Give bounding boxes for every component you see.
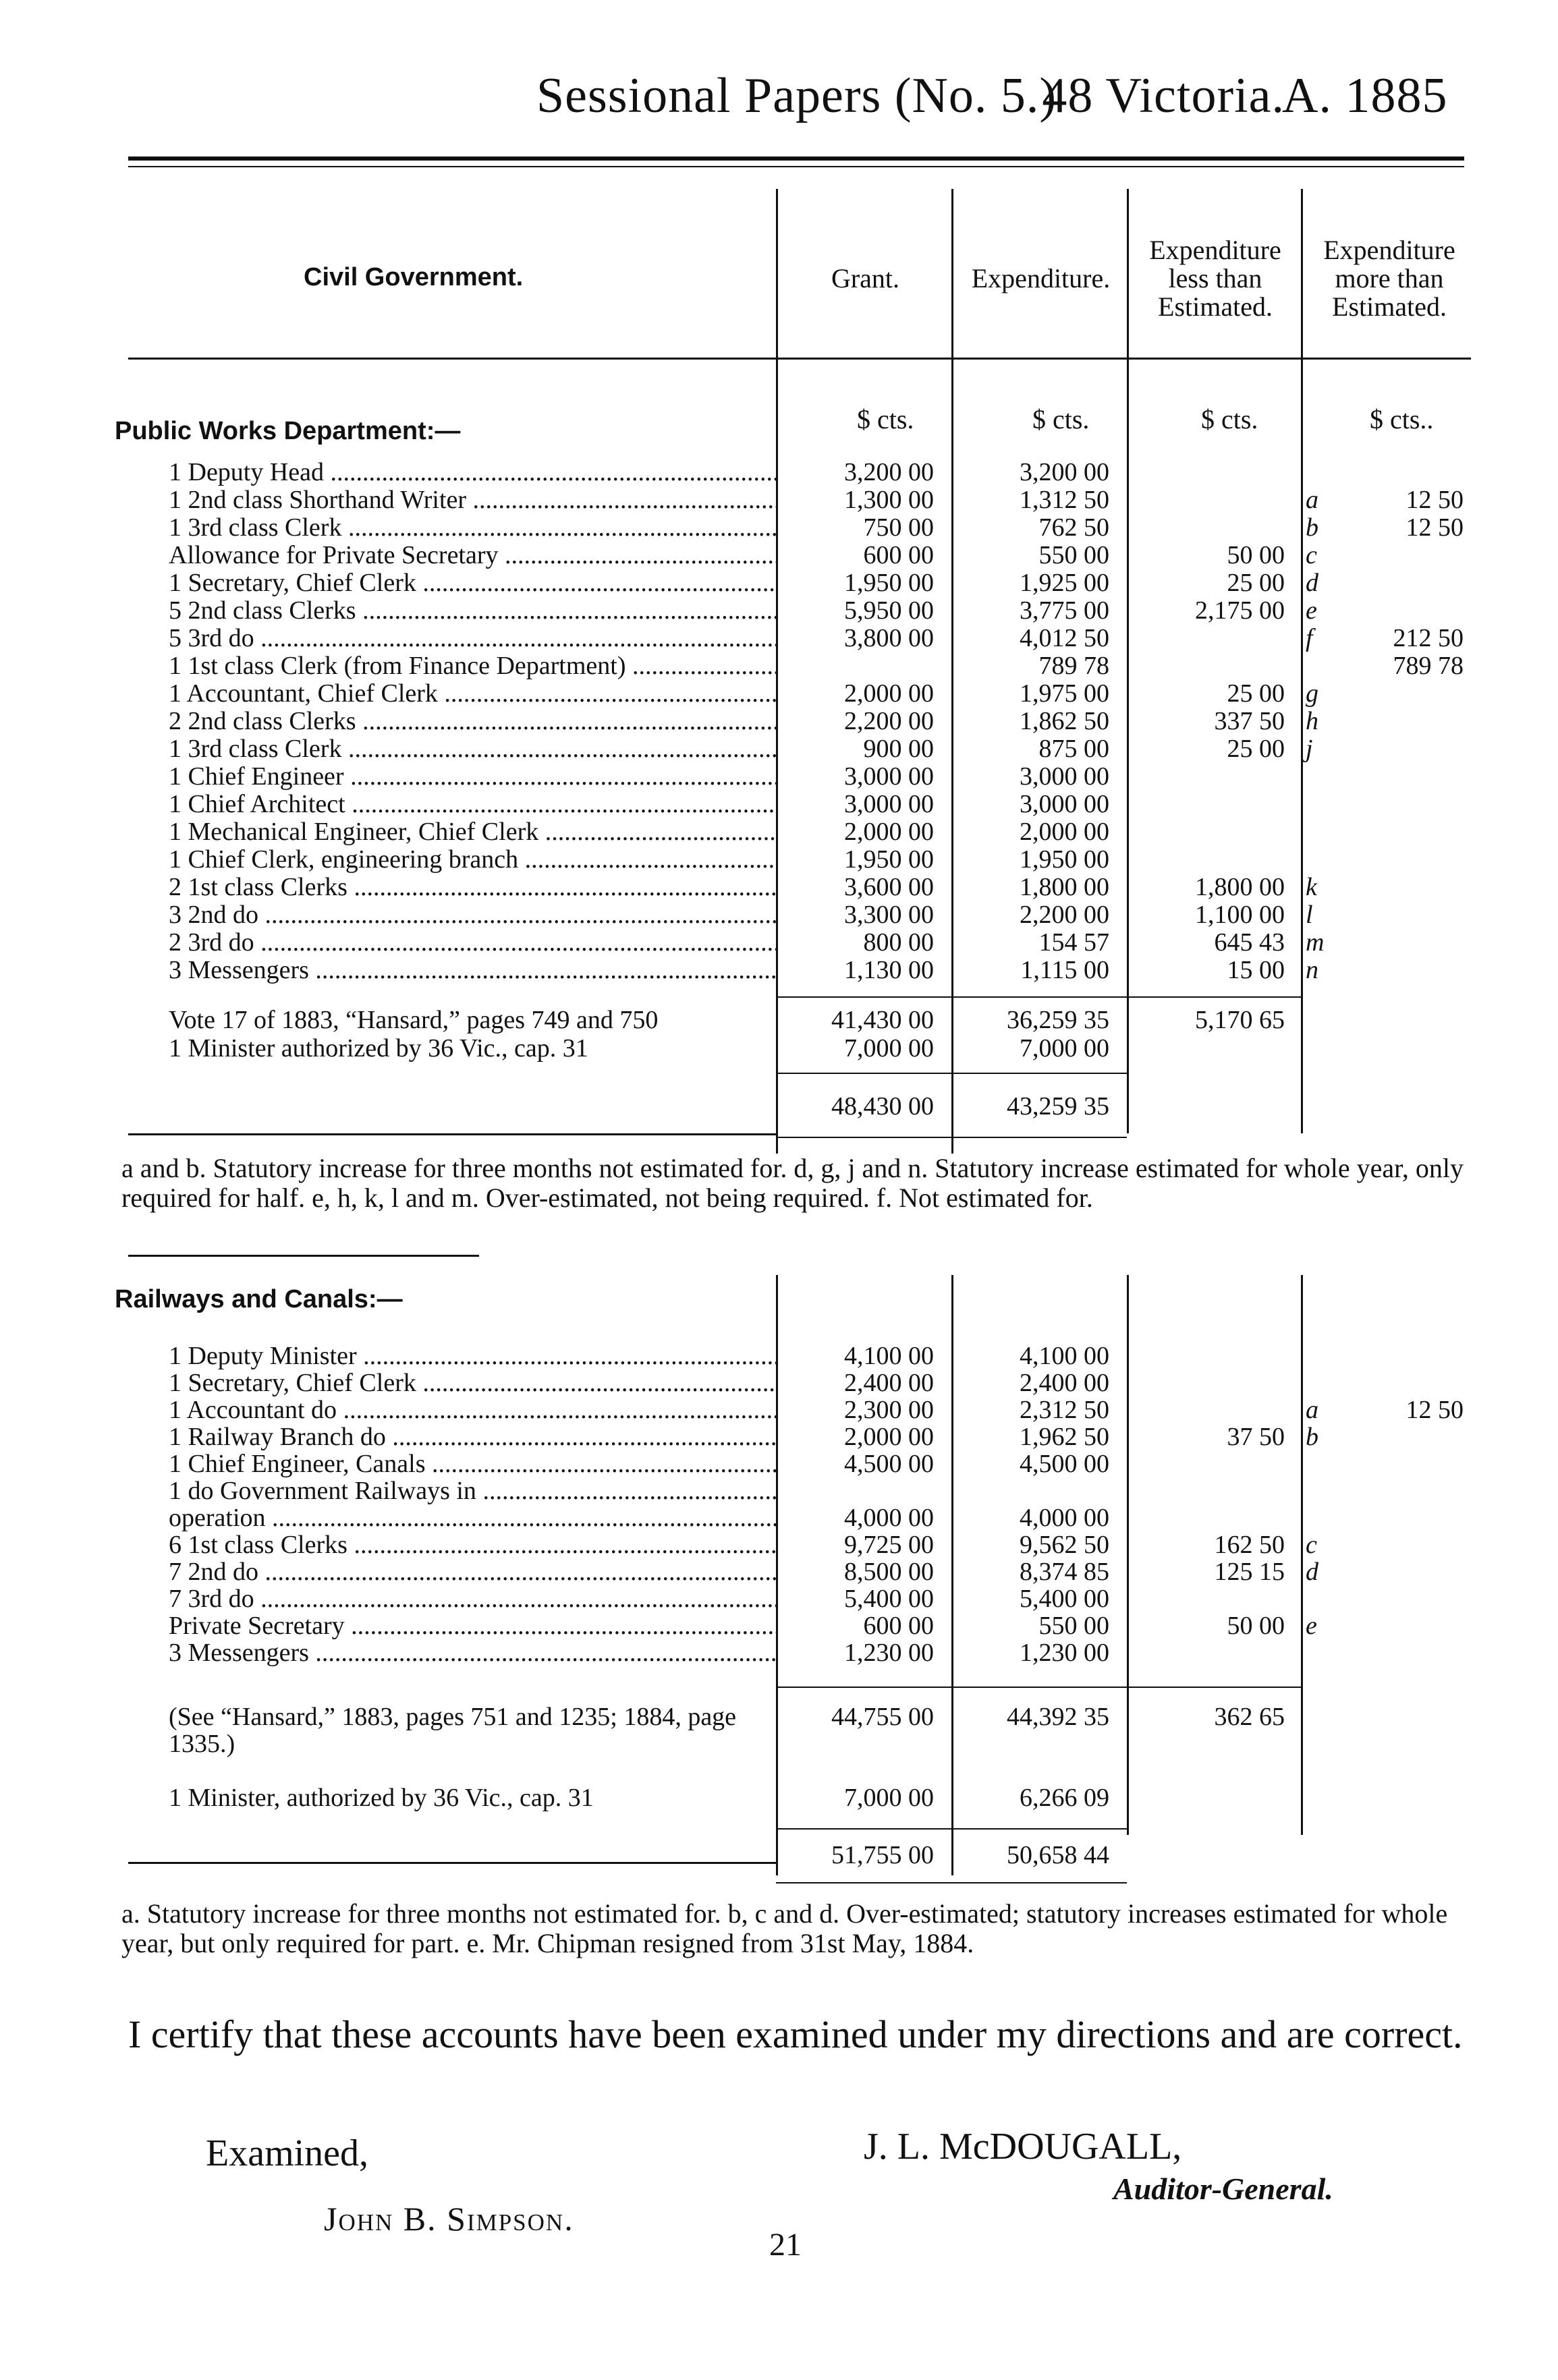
table-row	[0, 1531, 1558, 1558]
row-less-than: 50 00	[1227, 541, 1285, 569]
row-description: Allowance for Private Secretary .....	[169, 542, 776, 569]
table-row	[0, 1504, 1558, 1531]
row-expenditure: 1,312 50	[1020, 486, 1109, 514]
row-expenditure: 550 00	[1038, 541, 1109, 569]
section-title-public-works: Public Works Department:—	[115, 417, 461, 445]
row-description: 7 3rd do .....	[169, 1585, 776, 1612]
row-less-than: 25 00	[1227, 679, 1285, 708]
total-exp: 43,259 35	[1007, 1092, 1109, 1121]
row-note-letter: j	[1306, 735, 1313, 763]
minister2-row	[0, 1784, 1558, 1811]
row-note-letter: d	[1306, 569, 1318, 597]
row-note-letter: m	[1306, 928, 1325, 957]
vote-row	[0, 1007, 1558, 1033]
row-grant: 2,000 00	[844, 1423, 934, 1451]
row-description: 1 Railway Branch do .....	[169, 1423, 776, 1450]
row-less-than: 125 15	[1214, 1558, 1285, 1586]
row-expenditure: 5,400 00	[1020, 1585, 1109, 1613]
row-description: 1 Chief Engineer, Canals .....	[169, 1450, 776, 1477]
row-description: 1 Accountant, Chief Clerk .....	[169, 680, 776, 707]
table-row	[0, 929, 1558, 956]
row-expenditure: 8,374 85	[1020, 1558, 1109, 1586]
examiner-name: John B. Simpson.	[324, 2200, 574, 2238]
row-description: 1 Chief Architect .....	[169, 791, 776, 818]
row-expenditure: 3,000 00	[1020, 790, 1109, 818]
row-grant: 1,300 00	[844, 486, 934, 514]
row-expenditure: 1,230 00	[1020, 1639, 1109, 1667]
header-rule	[128, 157, 1464, 161]
vote-exp: 36,259 35	[1007, 1006, 1109, 1034]
row-grant: 1,130 00	[844, 956, 934, 984]
vote-desc: Vote 17 of 1883, “Hansard,” pages 749 and 750	[169, 1007, 659, 1033]
table-row	[0, 735, 1558, 762]
row-note-letter: c	[1306, 1531, 1317, 1559]
minister-exp: 7,000 00	[1020, 1034, 1109, 1062]
row-expenditure: 3,000 00	[1020, 762, 1109, 791]
header-rule-thin	[128, 166, 1464, 167]
row-grant: 1,950 00	[844, 845, 934, 874]
row-description: Private Secretary .....	[169, 1612, 776, 1639]
footnote-public-works: a and b. Statutory increase for three months not estimated for. d, g, j and n. Statutory increase estimated for whole year, only required for half. e, h, k, l and m. Over-estimated, not being required. f. Not estimated for.	[121, 1153, 1464, 1213]
row-less-than: 25 00	[1227, 569, 1285, 597]
row-grant: 3,000 00	[844, 790, 934, 818]
minister2-desc: 1 Minister, authorized by 36 Vic., cap. 31	[169, 1784, 594, 1811]
row-expenditure: 1,925 00	[1020, 569, 1109, 597]
row-description: 3 2nd do .....	[169, 901, 776, 928]
row-description: 2 1st class Clerks .....	[169, 874, 776, 901]
row-expenditure: 1,962 50	[1020, 1423, 1109, 1451]
row-expenditure: 1,950 00	[1020, 845, 1109, 874]
row-grant: 2,000 00	[844, 679, 934, 708]
row-grant: 2,400 00	[844, 1369, 934, 1397]
vote-grant: 41,430 00	[831, 1006, 934, 1034]
row-grant: 9,725 00	[844, 1531, 934, 1559]
minister2-grant: 7,000 00	[844, 1784, 934, 1812]
row-grant: 3,000 00	[844, 762, 934, 791]
row-grant: 600 00	[863, 1612, 934, 1640]
row-grant: 2,200 00	[844, 707, 934, 735]
row-grant: 2,000 00	[844, 818, 934, 846]
table-row	[0, 569, 1558, 596]
row-description: 5 3rd do .....	[169, 625, 776, 652]
row-more-than: 12 50	[1406, 513, 1464, 542]
table-row	[0, 901, 1558, 928]
units-more: $ cts..	[1370, 404, 1434, 434]
row-description: 1 Mechanical Engineer, Chief Clerk .....	[169, 818, 776, 845]
table-row	[0, 514, 1558, 541]
subtotal-rule	[776, 996, 1302, 998]
row-more-than: 789 78	[1393, 652, 1464, 680]
row-expenditure: 2,200 00	[1020, 901, 1109, 929]
row-note-letter: a	[1306, 486, 1318, 514]
row-description: operation .....	[169, 1504, 776, 1531]
total-underline	[776, 1137, 1127, 1138]
row-note-letter: e	[1306, 1612, 1317, 1640]
row-note-letter: d	[1306, 1558, 1318, 1586]
row-description: 1 Chief Engineer .....	[169, 763, 776, 790]
row-grant: 900 00	[863, 735, 934, 763]
total2-row	[0, 1842, 1558, 1869]
row-expenditure: 3,200 00	[1020, 458, 1109, 486]
table-row	[0, 1612, 1558, 1639]
see-exp: 44,392 35	[1007, 1703, 1109, 1731]
row-note-letter: f	[1306, 624, 1313, 652]
total-row	[0, 1093, 1558, 1120]
table-row	[0, 1450, 1558, 1477]
row-grant: 750 00	[863, 513, 934, 542]
row-description: 2 2nd class Clerks .....	[169, 708, 776, 735]
row-expenditure: 3,775 00	[1020, 596, 1109, 625]
row-expenditure: 1,862 50	[1020, 707, 1109, 735]
row-description: 1 Accountant do .....	[169, 1396, 776, 1423]
row-expenditure: 2,312 50	[1020, 1396, 1109, 1424]
row-expenditure: 762 50	[1038, 513, 1109, 542]
row-grant: 600 00	[863, 541, 934, 569]
row-description: 1 2nd class Shorthand Writer .....	[169, 486, 776, 513]
row-expenditure: 4,100 00	[1020, 1342, 1109, 1370]
footnote-railways: a. Statutory increase for three months not estimated for. b, c and d. Over-estimated; statutory increases estimated for whole year, but only required for part. e. Mr. Chipman resigned from 31st May, 1884.	[121, 1898, 1448, 1958]
row-less-than: 37 50	[1227, 1423, 1285, 1451]
total-grant: 48,430 00	[831, 1092, 934, 1121]
row-less-than: 50 00	[1227, 1612, 1285, 1640]
minister-grant: 7,000 00	[844, 1034, 934, 1062]
row-description: 1 1st class Clerk (from Finance Department) .....	[169, 652, 776, 679]
table-row	[0, 1585, 1558, 1612]
row-less-than: 337 50	[1214, 707, 1285, 735]
table-row	[0, 542, 1558, 569]
header-papers: Sessional Papers (No. 5.)	[536, 68, 1057, 123]
heading-rule	[128, 358, 1471, 360]
table-row	[0, 708, 1558, 735]
row-expenditure: 4,500 00	[1020, 1450, 1109, 1478]
see-desc: (See “Hansard,” 1883, pages 751 and 1235; 1884, page 1335.)	[169, 1703, 737, 1757]
row-grant: 5,400 00	[844, 1585, 934, 1613]
table-row	[0, 1639, 1558, 1666]
row-expenditure: 1,975 00	[1020, 679, 1109, 708]
total2-exp: 50,658 44	[1007, 1841, 1109, 1869]
row-expenditure: 789 78	[1038, 652, 1109, 680]
table-row	[0, 791, 1558, 818]
row-more-than: 12 50	[1406, 1396, 1464, 1424]
signature-title: Auditor-General.	[1113, 2172, 1333, 2206]
total2-rule	[776, 1828, 1127, 1830]
table-row	[0, 874, 1558, 901]
row-description: 1 3rd class Clerk .....	[169, 514, 776, 541]
row-more-than: 212 50	[1393, 624, 1464, 652]
row-description: 7 2nd do .....	[169, 1558, 776, 1585]
row-grant: 800 00	[863, 928, 934, 957]
row-description: 1 do Government Railways in .....	[169, 1477, 776, 1504]
table-row	[0, 652, 1558, 679]
total2-underline	[776, 1882, 1127, 1883]
table-row	[0, 459, 1558, 486]
col-head-expenditure: Expenditure.	[971, 263, 1111, 293]
row-grant: 5,950 00	[844, 596, 934, 625]
row-note-letter: c	[1306, 541, 1317, 569]
see-row	[0, 1703, 1558, 1757]
row-grant: 3,200 00	[844, 458, 934, 486]
row-grant: 1,230 00	[844, 1639, 934, 1667]
units-expenditure: $ cts.	[1032, 404, 1090, 434]
row-note-letter: b	[1306, 513, 1318, 542]
row-note-letter: n	[1306, 956, 1318, 984]
row-less-than: 162 50	[1214, 1531, 1285, 1559]
section-end-rule	[128, 1133, 776, 1135]
table-row	[0, 1369, 1558, 1396]
minister2-exp: 6,266 09	[1020, 1784, 1109, 1812]
table-row	[0, 818, 1558, 845]
table-row	[0, 1423, 1558, 1450]
col-head-more: Expenditure more than Estimated.	[1323, 235, 1455, 322]
table-row	[0, 625, 1558, 652]
row-note-letter: a	[1306, 1396, 1318, 1424]
row-description: 1 Deputy Head .....	[169, 459, 776, 486]
row-less-than: 1,800 00	[1195, 873, 1285, 901]
row-expenditure: 2,000 00	[1020, 818, 1109, 846]
row-expenditure: 1,115 00	[1020, 956, 1109, 984]
row-less-than: 2,175 00	[1195, 596, 1285, 625]
row-description: 1 Secretary, Chief Clerk .....	[169, 569, 776, 596]
footnote-rule	[128, 1255, 479, 1257]
row-description: 6 1st class Clerks .....	[169, 1531, 776, 1558]
row-expenditure: 550 00	[1038, 1612, 1109, 1640]
row-description: 3 Messengers .....	[169, 957, 776, 984]
table-row	[0, 1558, 1558, 1585]
total2-grant: 51,755 00	[831, 1841, 934, 1869]
row-grant: 4,100 00	[844, 1342, 934, 1370]
row-less-than: 15 00	[1227, 956, 1285, 984]
row-description: 5 2nd class Clerks .....	[169, 597, 776, 624]
row-less-than: 25 00	[1227, 735, 1285, 763]
header-volume: 48 Victoria.	[1042, 68, 1285, 123]
row-note-letter: l	[1306, 901, 1313, 929]
row-note-letter: b	[1306, 1423, 1318, 1451]
row-grant: 4,500 00	[844, 1450, 934, 1478]
row-less-than: 645 43	[1214, 928, 1285, 957]
row-expenditure: 1,800 00	[1020, 873, 1109, 901]
see-less: 362 65	[1214, 1703, 1285, 1731]
table-row	[0, 680, 1558, 707]
row-description: 1 3rd class Clerk .....	[169, 735, 776, 762]
table-row	[0, 486, 1558, 513]
row-expenditure: 875 00	[1038, 735, 1109, 763]
table-row	[0, 763, 1558, 790]
section2-end-rule	[128, 1862, 776, 1864]
col-head-grant: Grant.	[831, 263, 900, 293]
units-grant: $ cts.	[857, 404, 914, 434]
row-description: 1 Secretary, Chief Clerk .....	[169, 1369, 776, 1396]
row-description: 2 3rd do .....	[169, 929, 776, 956]
minister-row	[0, 1035, 1558, 1062]
row-expenditure: 2,400 00	[1020, 1369, 1109, 1397]
row-grant: 3,800 00	[844, 624, 934, 652]
table-row	[0, 1396, 1558, 1423]
row-description: 1 Deputy Minister .....	[169, 1342, 776, 1369]
row-grant: 1,950 00	[844, 569, 934, 597]
row-expenditure: 4,000 00	[1020, 1504, 1109, 1532]
vote-less: 5,170 65	[1195, 1006, 1285, 1034]
table-title: Civil Government.	[304, 263, 524, 291]
row-more-than: 12 50	[1406, 486, 1464, 514]
header-year: A. 1885	[1282, 68, 1448, 123]
row-description: 1 Chief Clerk, engineering branch .....	[169, 846, 776, 873]
units-less: $ cts.	[1201, 404, 1258, 434]
row-note-letter: g	[1306, 679, 1318, 708]
table-row	[0, 1342, 1558, 1369]
row-expenditure: 4,012 50	[1020, 624, 1109, 652]
col-head-less: Expenditure less than Estimated.	[1149, 235, 1281, 322]
table-row	[0, 1477, 1558, 1504]
minister-desc: 1 Minister authorized by 36 Vic., cap. 31	[169, 1035, 588, 1062]
row-less-than: 1,100 00	[1195, 901, 1285, 929]
table-row	[0, 846, 1558, 873]
table-row	[0, 597, 1558, 624]
row-grant: 4,000 00	[844, 1504, 934, 1532]
subtotal2-rule	[776, 1687, 1302, 1688]
row-grant: 3,600 00	[844, 873, 934, 901]
page-number: 21	[769, 2227, 802, 2263]
row-note-letter: e	[1306, 596, 1317, 625]
certification-text: I certify that these accounts have been examined under my directions and are correct.	[128, 2012, 1463, 2056]
row-note-letter: k	[1306, 873, 1317, 901]
row-description: 3 Messengers .....	[169, 1639, 776, 1666]
examined-label: Examined,	[206, 2132, 369, 2174]
table-row	[0, 957, 1558, 984]
total-rule	[776, 1073, 1127, 1074]
signature-name: J. L. McDOUGALL,	[864, 2126, 1182, 2168]
section-title-railways: Railways and Canals:—	[115, 1285, 403, 1313]
row-expenditure: 154 57	[1038, 928, 1109, 957]
see-grant: 44,755 00	[831, 1703, 934, 1731]
row-grant: 8,500 00	[844, 1558, 934, 1586]
row-grant: 2,300 00	[844, 1396, 934, 1424]
row-grant: 3,300 00	[844, 901, 934, 929]
row-expenditure: 9,562 50	[1020, 1531, 1109, 1559]
row-note-letter: h	[1306, 707, 1318, 735]
